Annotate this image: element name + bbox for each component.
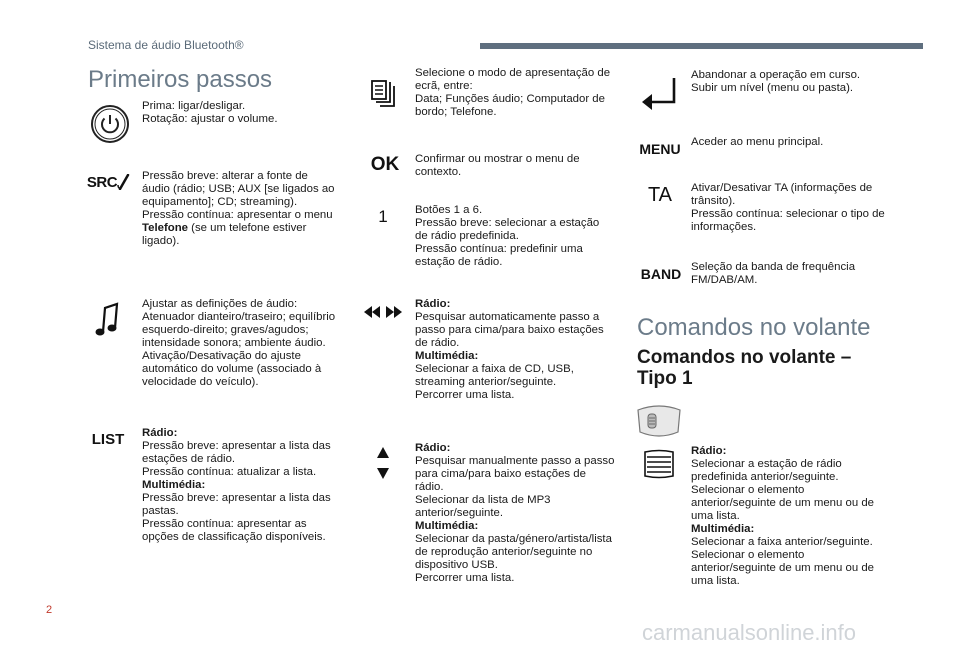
- one-label: 1: [378, 207, 388, 226]
- steering-control-icon: [634, 404, 684, 438]
- col3-item1-text: Abandonar a operação em curso. Subir um nível (menu ou pasta).: [691, 69, 861, 94]
- col1-item4-head2: Multimédia:: [142, 479, 206, 491]
- menu-label: MENU: [639, 141, 681, 157]
- col3-item5-text: [691, 445, 891, 588]
- menu-icon: [636, 141, 684, 157]
- page-number: 2: [46, 604, 53, 616]
- col1-item4-text: [142, 427, 342, 544]
- ta-label: TA: [647, 183, 673, 206]
- one-icon: [374, 206, 392, 228]
- src-phone-icon: [86, 172, 132, 192]
- col2-item4-head1: Rádio:: [415, 298, 451, 310]
- col1-item1-text: Prima: ligar/desligar. Rotação: ajustar o volume.: [142, 100, 278, 125]
- col2-item1-text: Selecione o modo de apresentação de ecrã, entre: Data; Funções áudio; Computador de bordo; Telefone.: [415, 67, 611, 118]
- col2-item5-text1: Pesquisar manualmente passo a passo para cima/para baixo estações de rádio. Selecionar da lista de MP3 anterior/seguinte.: [415, 455, 615, 519]
- ok-icon: [368, 154, 402, 176]
- section-title-comandos-no-volante: Comandos no volante: [637, 314, 871, 341]
- col3-item3-text: Ativar/Desativar TA (informações de trânsito). Pressão contínua: selecionar o tipo de informações.: [691, 182, 885, 233]
- watermark: carmanualsonline.info: [642, 620, 857, 645]
- header-bar: [480, 43, 923, 49]
- col3-item5-head2: Multimédia:: [691, 523, 755, 535]
- col2-item5-head1: Rádio:: [415, 442, 451, 454]
- running-header: Sistema de áudio Bluetooth®: [88, 38, 244, 52]
- col2-item4-text2: Selecionar a faixa de CD, USB, streaming anterior/seguinte. Percorrer uma lista.: [415, 363, 574, 401]
- music-note-icon: [94, 302, 120, 338]
- col3-item5-head1: Rádio:: [691, 445, 727, 457]
- col2-item5-text: [415, 442, 615, 585]
- thumbwheel-icon: [642, 449, 676, 479]
- up-down-arrows-icon: [376, 446, 390, 480]
- ta-icon: [644, 183, 676, 207]
- display-mode-icon: [368, 78, 398, 108]
- col3-item4-text: Seleção da banda de frequência FM/DAB/AM.: [691, 261, 856, 286]
- col3-item5-text2: Selecionar a faixa anterior/seguinte. Selecionar o elemento anterior/seguinte de um menu ou de uma lista.: [691, 536, 875, 587]
- band-icon: [638, 266, 684, 282]
- col2-item4-text: [415, 298, 615, 402]
- col1-item4-head1: Rádio:: [142, 427, 178, 439]
- col2-item5-text2: Selecionar da pasta/género/artista/lista de reprodução anterior/seguinte no dispositivo USB. Percorrer uma lista.: [415, 533, 612, 584]
- band-label: BAND: [640, 266, 682, 282]
- col3-item2-text: Aceder ao menu principal.: [691, 136, 824, 148]
- section-subtitle-tipo-1: Comandos no volante – Tipo 1: [637, 347, 852, 389]
- ok-label: OK: [370, 154, 400, 175]
- col1-item4-text1: Pressão breve: apresentar a lista das estações de rádio. Pressão contínua: atualizar a lista.: [142, 440, 331, 478]
- col1-item2-text: [142, 170, 337, 248]
- list-icon: [88, 430, 128, 448]
- src-label: SRC: [86, 173, 118, 191]
- col2-item4-head2: Multimédia:: [415, 350, 479, 362]
- col1-item4-text2: Pressão breve: apresentar a lista das pastas. Pressão contínua: apresentar as opções de classificação disponíveis.: [142, 492, 331, 543]
- col3-item5-text1: Selecionar a estação de rádio predefinida anterior/seguinte. Selecionar o elemento anterior/seguinte de um menu ou de uma lista.: [691, 458, 875, 522]
- power-icon: [90, 104, 130, 144]
- col2-item5-head2: Multimédia:: [415, 520, 479, 532]
- col1-item2-bold: Telefone: [142, 222, 188, 234]
- list-label: LIST: [91, 430, 125, 448]
- section-title-primeiros-passos: Primeiros passos: [88, 66, 273, 93]
- col1-item2-after: (se um telefone estiver ligado).: [142, 222, 307, 247]
- col2-item3-text: Botões 1 a 6. Pressão breve: selecionar a estação de rádio predefinida. Pressão contínua: predefinir uma estação de rádio.: [415, 204, 600, 268]
- seek-arrows-icon: [363, 304, 403, 320]
- col2-item4-text1: Pesquisar automaticamente passo a passo para cima/para baixo estações de rádio.: [415, 311, 604, 349]
- col2-item2-text: Confirmar ou mostrar o menu de contexto.: [415, 153, 580, 178]
- back-arrow-icon: [640, 74, 680, 110]
- col1-item3-text: Ajustar as definições de áudio: Atenuador dianteiro/traseiro; equilíbrio esquerdo-direito; graves/agudos; intensidade sonora; ambiente áudio. Ativação/Desativação do ajuste automático do volume (associado à velocidade do veículo).: [142, 298, 336, 388]
- col1-item2-main: Pressão breve: alterar a fonte de áudio (rádio; USB; AUX [se ligados ao equipamento]; CD; streaming). Pressão contínua: apresentar o menu: [142, 170, 335, 221]
